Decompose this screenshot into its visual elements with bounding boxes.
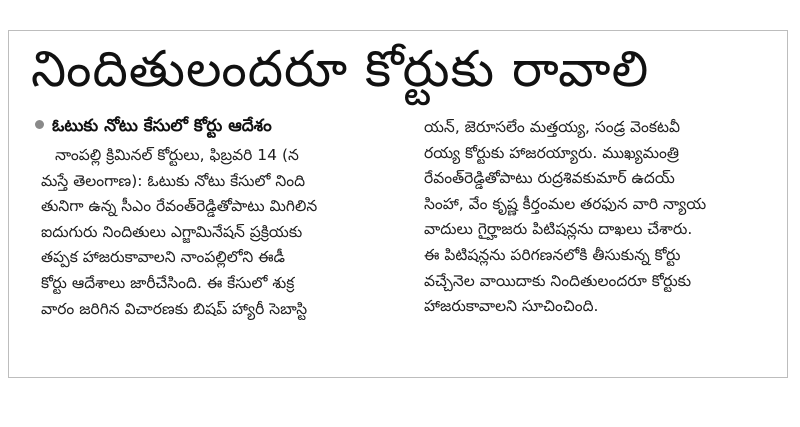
news-clipping bbox=[8, 30, 788, 378]
article-line: కోర్టు ఆదేశాలు జారీచేసింది. ఈ కేసులో శుక్ర bbox=[41, 273, 295, 292]
article-line: తప్పక హాజరుకావాలని నాంపల్లిలోని ఈడీ bbox=[41, 248, 286, 267]
bullet-icon bbox=[35, 120, 44, 129]
article-line: ఈ పిటిషన్లను పరిగణనలోకి తీసుకున్న కోర్టు bbox=[424, 245, 681, 264]
article-column-left bbox=[41, 143, 396, 322]
subheadline bbox=[35, 113, 272, 139]
article-line: నాంపల్లి క్రిమినల్ కోర్టులు, ఫిబ్రవరి 14 (న bbox=[55, 146, 299, 164]
article-line: వాదులు గైర్హాజరు పిటిషన్లను దాఖలు చేశారు. bbox=[424, 220, 693, 239]
headline: నిందితులందరూ కోర్టుకు రావాలి bbox=[31, 40, 650, 98]
article-line: సింహా, వేం కృష్ణ కీర్తంమల తరఫున వారి న్యాయ bbox=[424, 194, 707, 213]
article-line: హాజరుకావాలని సూచించింది. bbox=[424, 297, 599, 316]
article-column-right bbox=[424, 115, 769, 320]
article-line: ఐదుగురు నిందితులు ఎగ్జామినేషన్ ప్రక్రియకు bbox=[41, 222, 303, 241]
article-line: రయ్య కోర్టుకు హాజరయ్యారు. ముఖ్యమంత్రి bbox=[424, 143, 679, 162]
article-line: రేవంత్‌రెడ్డితోపాటు రుద్రశివకుమార్ ఉదయ్ bbox=[424, 169, 675, 188]
article-line: యన్, జెరూసలేం మత్తయ్య, సండ్ర వెంకటవీ bbox=[424, 118, 680, 136]
article-line: మస్తే తెలంగాణ): ఓటుకు నోటు కేసులో నింది bbox=[41, 171, 306, 190]
article-line: వచ్చేనెల వాయిదాకు నిందితులందరూ కోర్టుకు bbox=[424, 271, 692, 290]
subheadline-text: ఓటుకు నోటు కేసులో కోర్టు ఆదేశం bbox=[52, 116, 272, 136]
article-line: తునిగా ఉన్న సీఎం రేవంత్‌రెడ్డితోపాటు మిగిలిన bbox=[41, 197, 318, 216]
article-line: వారం జరిగిన విచారణకు బిషప్ హ్యారీ సెబాస్టి bbox=[41, 299, 308, 318]
